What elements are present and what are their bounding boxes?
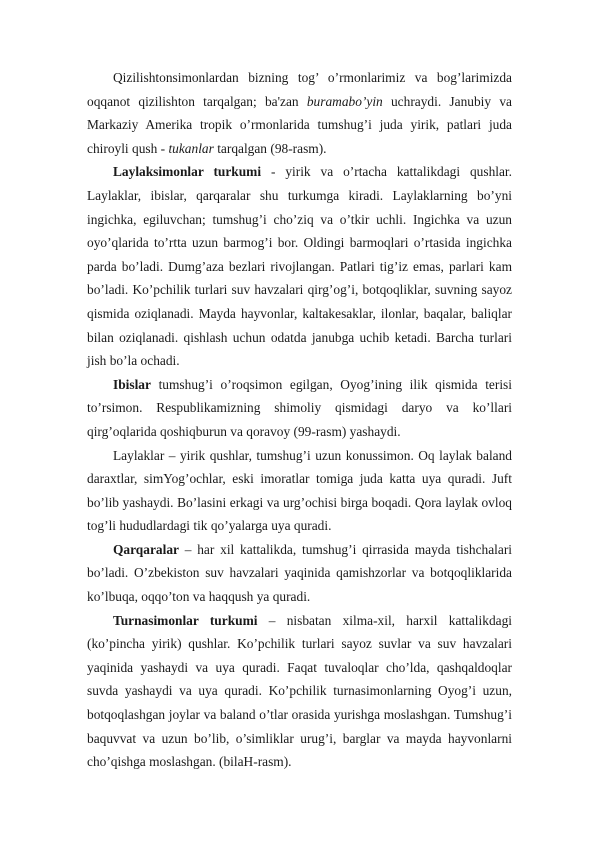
bold-term-qarqaralar: Qarqaralar — [113, 541, 179, 557]
paragraph-woodpeckers — [87, 66, 512, 160]
paragraph-storks-order — [87, 160, 512, 372]
document-page — [87, 66, 512, 774]
paragraph-cranes-order — [87, 609, 512, 774]
italic-term-tukanlar: tukanlar — [168, 140, 214, 156]
paragraph-text: – har xil kattalikda, tumshug’i qirrasida mayda tishchalari bo’ladi. O’zbekiston suv havzalari yaqinida qamishzorlar va botqoqliklarida ko’lbuqa, oqqo’ton va haqqush ya quradi. — [87, 541, 512, 605]
paragraph-text: Qizilishtonsimonlardan bizning tog’ o’rmonlarimiz va bog’larimizda oqqanot qizilishton tarqalgan; ba'zan — [87, 70, 512, 109]
paragraph-text: uchraydi. Janubiy va Markaziy Amerika tropik o’rmonlarida tumshug’i juda yirik, patlari juda chiroyli qush - — [87, 93, 512, 156]
paragraph-herons — [87, 538, 512, 609]
italic-term-buramaboyin: buramabo’yin — [306, 93, 383, 109]
paragraph-ibises — [87, 373, 512, 444]
paragraph-text: tumshug’i o’roqsimon egilgan, Oyog’ining ilik qismida terisi to’rsimon. Respublikamizning shimoliy qismidagi daryo va ko’llari qirg’oqlarida qoshiqburun va qoravoy (99-rasm) yashaydi. — [87, 376, 512, 439]
paragraph-text: – nisbatan xilma-xil, harxil kattalikdagi (ko’pincha yirik) qushlar. Ko’pchilik turlari sayoz suvlar va suv havzalari yaqinida yashaydi va uya quradi. Faqat tuvaloqlar cho’lda, qashqaldoqlar suvda yashaydi va uya quradi. Ko’pchilik turnasimonlarning Oyog’i uzun, botqoqlashgan joylar va baland o’tlar orasida yurishga moslashgan. Tumshug’i baquvvat va uzun bo’lib, o’simliklar urug’i, barglar va mayda hayvonlarni cho’qishga moslashgan. (bilaH-rasm). — [87, 612, 512, 770]
bold-term-turnasimonlar: Turnasimonlar turkumi — [113, 612, 258, 628]
paragraph-text: tarqalgan (98-rasm). — [213, 140, 327, 156]
paragraph-storks — [87, 444, 512, 538]
paragraph-text: Laylaklar – yirik qushlar, tumshug’i uzun konussimon. Oq laylak baland daraxtlar, simYog’ochlar, eski imoratlar tomiga juda katta uya quradi. Juft bo’lib yashaydi. Bo’lasini erkagi va urg’ochisi birga boqadi. Qora laylak ovloq tog’li hududlardagi tik qo’yalarga uya quradi. — [87, 447, 512, 534]
paragraph-text: - yirik va o’rtacha kattalikdagi qushlar. Laylaklar, ibislar, qarqaralar shu turkumga kiradi. Laylaklarning bo’yni ingichka, egiluvchan; tumshug’i cho’ziq va o’tkir uchli. Ingichka va uzun oyo’qlarida to’rtta uzun barmog’i bor. Oldingi barmoqlari o’rtasida ingichka parda bo’ladi. Dumg’aza bezlari rivojlangan. Patlari tig’iz emas, parlari kam bo’ladi. Ko’pchilik turlari suv havzalari qirg’og’i, botqoqliklar, suvning sayoz qismida oziqlanadi. Mayda hayvonlar, kaltakesaklar, ilonlar, baqalar, baliqlar bilan oziqlanadi. qishlash uchun odatda janubga uchib ketadi. Barcha turlari jish bo’la ochadi. — [87, 164, 512, 369]
bold-term-laylaksimonlar: Laylaksimonlar turkumi — [113, 164, 262, 180]
bold-term-ibislar: Ibislar — [113, 376, 151, 392]
